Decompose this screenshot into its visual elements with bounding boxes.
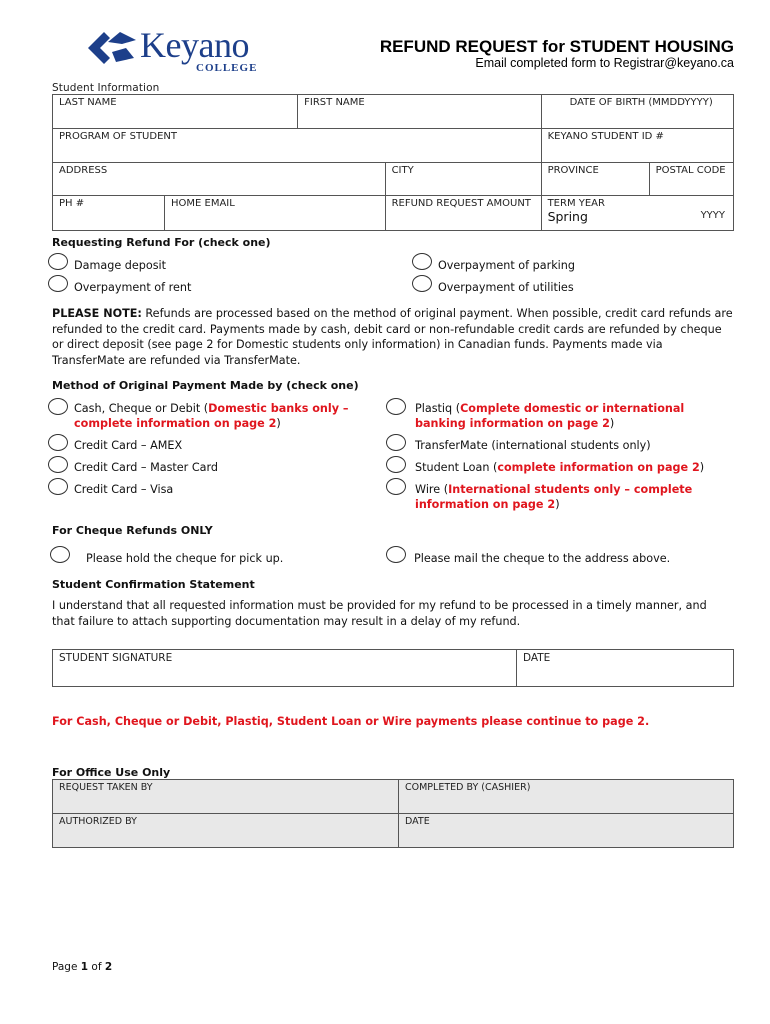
option-overpayment-utilities: Overpayment of utilities — [438, 281, 574, 294]
page-number — [52, 961, 112, 973]
page-current: 1 — [80, 961, 89, 973]
city-field[interactable] — [385, 163, 541, 196]
payment-method-heading: Method of Original Payment Made by (check one) — [52, 379, 359, 392]
student-info-label: Student Information — [52, 82, 160, 94]
request-taken-label: REQUEST TAKEN BY — [59, 782, 153, 793]
radio-credit-mastercard[interactable] — [48, 456, 68, 473]
option-transfermate: TransferMate (international students only) — [415, 439, 651, 452]
student-info-table — [52, 94, 734, 231]
page-total: 2 — [104, 961, 113, 973]
page-title: REFUND REQUEST for STUDENT HOUSING — [379, 37, 734, 56]
province-field[interactable] — [541, 163, 649, 196]
signature-label: STUDENT SIGNATURE — [59, 652, 173, 664]
confirmation-text: I understand that all requested information must be provided for my refund to be processed in a timely manner, and that failure to attach supporting documentation may result in a delay of my refund. — [52, 599, 707, 628]
signature-date-field[interactable] — [517, 650, 734, 687]
confirmation-heading: Student Confirmation Statement — [52, 578, 255, 591]
radio-mail-cheque[interactable] — [386, 546, 406, 563]
radio-credit-amex[interactable] — [48, 434, 68, 451]
page-of: of — [88, 961, 105, 973]
close-paren: ) — [699, 461, 705, 474]
radio-wire[interactable] — [386, 478, 406, 495]
plastiq-label: Plastiq ( — [415, 402, 461, 415]
authorized-field[interactable] — [53, 814, 399, 848]
request-taken-field[interactable] — [53, 780, 399, 814]
office-heading: For Office Use Only — [52, 766, 171, 779]
option-damage-deposit: Damage deposit — [74, 259, 167, 272]
radio-hold-cheque[interactable] — [50, 546, 70, 563]
option-credit-visa: Credit Card – Visa — [74, 483, 174, 496]
loan-note: complete information on page 2 — [497, 461, 700, 474]
keyano-logo-mark — [86, 28, 138, 68]
close-paren: ) — [609, 417, 615, 430]
wire-label: Wire ( — [415, 483, 449, 496]
option-overpayment-rent: Overpayment of rent — [74, 281, 192, 294]
radio-transfermate[interactable] — [386, 434, 406, 451]
office-table — [52, 779, 734, 848]
page-subtitle: Email completed form to Registrar@keyano.ca — [475, 56, 734, 70]
option-hold-cheque: Please hold the cheque for pick up. — [86, 552, 284, 565]
radio-student-loan[interactable] — [386, 456, 406, 473]
cash-note: Domestic banks only – complete information on page 2 — [74, 402, 349, 430]
cheque-heading: For Cheque Refunds ONLY — [52, 524, 213, 537]
option-overpayment-parking: Overpayment of parking — [438, 259, 575, 272]
radio-overpayment-utilities[interactable] — [412, 275, 432, 292]
radio-overpayment-rent[interactable] — [48, 275, 68, 292]
completed-by-field[interactable] — [399, 780, 734, 814]
cash-label: Cash, Cheque or Debit ( — [74, 402, 209, 415]
first-name-field[interactable] — [298, 95, 541, 129]
signature-table — [52, 649, 734, 687]
completed-by-label: COMPLETED BY (CASHIER) — [405, 782, 531, 793]
program-field[interactable] — [53, 129, 542, 163]
option-credit-amex: Credit Card – AMEX — [74, 439, 183, 452]
radio-overpayment-parking[interactable] — [412, 253, 432, 270]
signature-field[interactable] — [53, 650, 517, 687]
loan-label: Student Loan ( — [415, 461, 498, 474]
radio-credit-visa[interactable] — [48, 478, 68, 495]
signature-date-label: DATE — [523, 652, 551, 664]
please-note-text: Refunds are processed based on the method of original payment. When possible, credit card refunds are refunded to the credit card. Payments made by cash, debit card or non-refundable credit cards are refunded by cheque or direct deposit (see page 2 for Domestic students only information) in Canadian funds. Payments made via TransferMate are refunded via TransferMate. — [52, 307, 733, 367]
phone-field[interactable] — [53, 196, 165, 231]
term-value[interactable]: Spring — [547, 209, 588, 224]
amount-label: REFUND REQUEST AMOUNT — [391, 198, 531, 209]
first-name-label: FIRST NAME — [304, 97, 365, 108]
phone-label: PH # — [59, 198, 85, 209]
close-paren: ) — [555, 498, 560, 511]
wire-note: International students only – complete information on page 2 — [415, 483, 693, 511]
option-credit-mastercard: Credit Card – Master Card — [74, 461, 219, 474]
term-year-label: TERM YEAR — [547, 198, 605, 209]
email-label: HOME EMAIL — [171, 198, 235, 209]
radio-plastiq[interactable] — [386, 398, 406, 415]
option-student-loan — [415, 460, 704, 475]
postal-field[interactable] — [649, 163, 733, 196]
option-mail-cheque: Please mail the cheque to the address above. — [414, 552, 671, 565]
logo-sub: COLLEGE — [196, 62, 258, 74]
last-name-field[interactable] — [53, 95, 298, 129]
city-label: CITY — [391, 165, 414, 176]
address-label: ADDRESS — [59, 165, 108, 176]
continue-note: For Cash, Cheque or Debit, Plastiq, Student Loan or Wire payments please continue to page 2. — [52, 715, 650, 728]
page-word: Page — [52, 961, 81, 973]
address-field[interactable] — [53, 163, 386, 196]
province-label: PROVINCE — [547, 165, 599, 176]
dob-field[interactable] — [541, 95, 733, 129]
office-date-label: DATE — [405, 816, 430, 827]
close-paren: ) — [276, 417, 281, 430]
logo-name: Keyano — [140, 25, 249, 65]
amount-field[interactable] — [385, 196, 541, 231]
radio-cash-cheque-debit[interactable] — [48, 398, 68, 415]
option-wire — [415, 482, 715, 512]
last-name-label: LAST NAME — [59, 97, 117, 108]
email-field[interactable] — [165, 196, 386, 231]
option-cash-cheque-debit — [74, 401, 374, 431]
program-label: PROGRAM OF STUDENT — [59, 131, 177, 142]
office-date-field[interactable] — [399, 814, 734, 848]
option-plastiq — [415, 401, 715, 431]
student-id-field[interactable] — [541, 129, 733, 163]
please-note-paragraph — [52, 306, 736, 368]
term-year-field[interactable] — [541, 196, 733, 231]
refund-for-heading: Requesting Refund For (check one) — [52, 236, 271, 249]
postal-label: POSTAL CODE — [655, 165, 726, 176]
please-note-label: PLEASE NOTE: — [52, 307, 142, 320]
year-placeholder: YYYY — [700, 210, 725, 221]
radio-damage-deposit[interactable] — [48, 253, 68, 270]
student-id-label: KEYANO STUDENT ID # — [547, 131, 664, 142]
plastiq-note: Complete domestic or international banking information on page 2 — [415, 402, 685, 430]
dob-label: DATE OF BIRTH (MMDDYYYY) — [569, 97, 713, 108]
authorized-label: AUTHORIZED BY — [59, 816, 137, 827]
